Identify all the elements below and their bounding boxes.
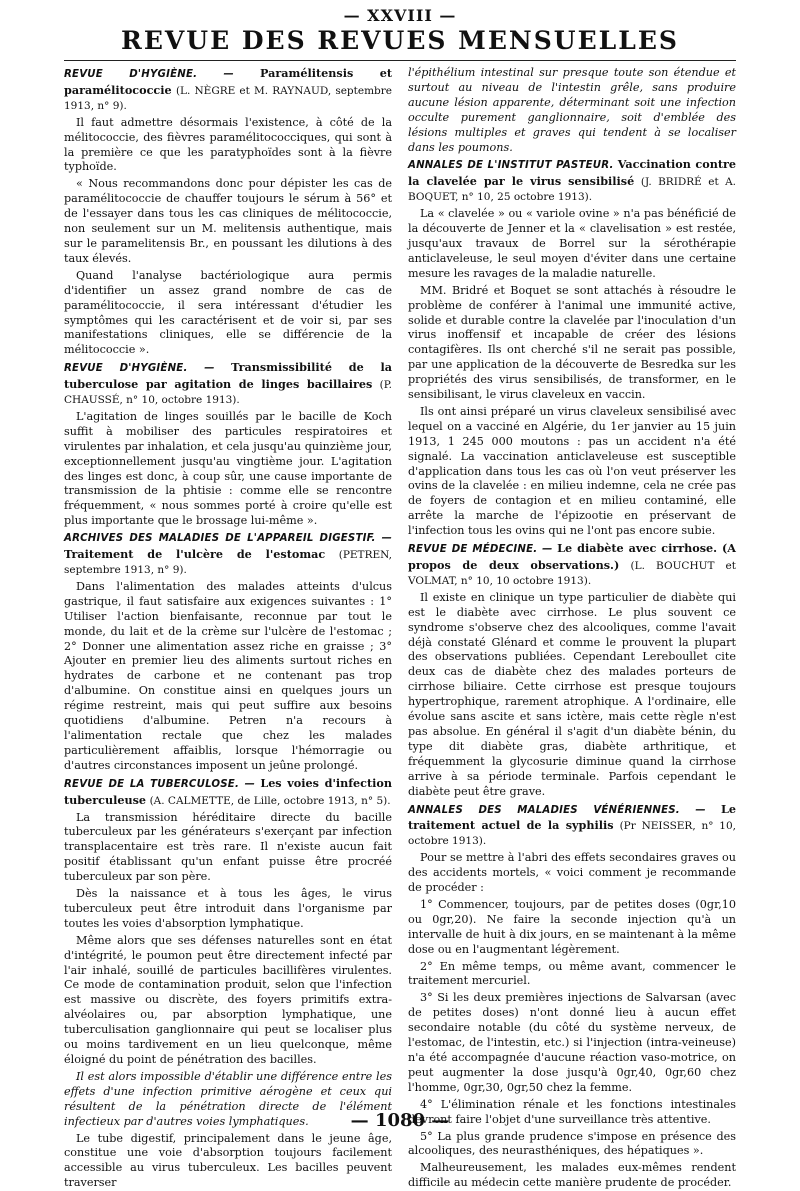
article <box>408 157 736 539</box>
article-heading: Les voies d'infection tuberculeuse <box>64 776 392 807</box>
article-paragraph: 5° La plus grande prudence s'impose en présence des alcooliques, des neurasthéniques, des hépatiques ». <box>408 1130 736 1160</box>
title-rule <box>64 60 736 61</box>
article-heading: Transmissibilité de la tuberculose par agitation de linges bacillaires <box>64 360 392 391</box>
article-paragraph: 1° Commencer, toujours, par de petites doses (0gr,10 ou 0gr,20). Ne faire la seconde injection qu'à un intervalle de huit à dix jours, en se maintenant à la même dose ou en l'augmentant légèrement. <box>408 898 736 958</box>
article-rubric: REVUE DE MÉDECINE. — <box>408 544 553 555</box>
article-paragraph: Il est alors impossible d'établir une différence entre les effets d'une infection primitive aérogène et ceux qui résultent de la pénétration directe de l'élément infectieux par d'autres voies lymphatiques. <box>64 1070 392 1130</box>
article-rubric: REVUE D'HYGIÈNE. — <box>64 363 215 374</box>
right-column <box>408 64 736 1104</box>
article-paragraph: Dès la naissance et à tous les âges, le virus tuberculeux peut être introduit dans l'organisme par toutes les voies d'absorption lymphatique. <box>64 887 392 932</box>
article-paragraph: Pour se mettre à l'abri des effets secondaires graves ou des accidents mortels, « voici comment je recommande de procéder : <box>408 851 736 896</box>
article-paragraph: « Nous recommandons donc pour dépister les cas de paramélitococcie de chauffer toujours le sérum à 56° et de l'essayer dans tous les cas cliniques de mélitococcie, non seulement sur un M. melitensis authentique, mais sur le paramelitensis Br., en poussant les dilutions à des taux élevés. <box>64 177 392 266</box>
article-source: (L. NÈGRE et M. RAYNAUD, septembre 1913, n° 9). <box>64 85 392 112</box>
article-paragraph: l'épithélium intestinal sur presque toute son étendue et surtout au niveau de l'intestin grêle, sans produire aucune lésion apparente, déterminant soit une infection occulte purement ganglionnaire, soit d'emblée des lésions multiples et graves qui tendent à se localiser dans les poumons. <box>408 66 736 155</box>
article-paragraph: 3° Si les deux premières injections de Salvarsan (avec de petites doses) n'ont donné lieu à aucun effet secondaire notable (du côté du système nerveux, de l'estomac, de l'intestin, etc.) si l'injection (intra-veineuse) n'a été accompagnée d'aucune réaction vaso-motrice, on peut augmenter la dose jusqu'à 0gr,40, 0gr,60 chez l'homme, 0gr,30, 0gr,50 chez la femme. <box>408 991 736 1095</box>
article-source: (PETREN, septembre 1913, n° 9). <box>64 549 392 576</box>
article-source: (A. CALMETTE, de Lille, octobre 1913, n° 5). <box>150 795 391 807</box>
article-rubric: REVUE D'HYGIÈNE. — <box>64 69 234 80</box>
article-source: (L. BOUCHUT et VOLMAT, n° 10, 10 octobre 1913). <box>408 560 736 587</box>
article-rubric: ANNALES DES MALADIES VÉNÉRIENNES. — <box>408 805 706 816</box>
article-heading: Traitement de l'ulcère de l'estomac <box>64 547 325 561</box>
article-paragraph: Dans l'alimentation des malades atteints d'ulcus gastrique, il faut satisfaire aux exigences suivantes : 1° Utiliser l'action bienfaisante, reconnue par tout le monde, du lait et de la crème sur l'ulcère de l'estomac ; 2° Donner une alimentation assez riche en graisse ; 3° Ajouter en premier lieu des aliments surtout riches en hydrates de carbone et ne contenant pas trop d'albumine. On constitue ainsi en quelques jours un régime restreint, mais qui peut suffire aux besoins quotidiens d'albumine. Petren n'a recours à l'alimentation rectale que chez les malades particulièrement affaiblis, lorsque l'hémorragie ou d'autres circonstances imposent un jeûne prolongé. <box>64 580 392 774</box>
article-source: (P. CHAUSSÉ, n° 10, octobre 1913). <box>64 379 392 406</box>
article <box>408 541 736 799</box>
article-paragraph: Ils ont ainsi préparé un virus claveleux sensibilisé avec lequel on a vacciné en Algérie, du 1er janvier au 15 juin 1913, 1 245 000 moutons : pas un accident n'a été signalé. La vaccination anticlaveleuse est susceptible d'application dans tous les cas où l'on veut préserver les ovins de la clavelée : en milieu indemne, cela ne crée pas de foyers de contagion et en milieu contaminé, elle arrête la marche de l'épizootie en préservant de l'infection tous les ovins qui ne l'ont pas encore subie. <box>408 405 736 539</box>
article-source: (Pr NEISSER, n° 10, octobre 1913). <box>408 820 736 847</box>
article-paragraph: Le tube digestif, principalement dans le jeune âge, constitue une voie d'absorption toujours facilement accessible au virus tuberculeux. Les bacilles peuvent traverser <box>64 1132 392 1191</box>
article-source: (J. BRIDRÉ et A. BOQUET, n° 10, 25 octobre 1913). <box>408 176 736 203</box>
article <box>64 360 392 529</box>
article <box>408 802 736 1191</box>
article <box>64 531 392 774</box>
article-continuation <box>408 66 736 155</box>
article-paragraph: La transmission héréditaire directe du bacille tuberculeux par les générateurs s'exerçant par infection transplacentaire est très rare. Il n'existe aucun fait positif établissant qu'un enfant puisse être procréé tuberculeux par son père. <box>64 811 392 886</box>
article-paragraph: 2° En même temps, ou même avant, commencer le traitement mercuriel. <box>408 960 736 990</box>
page-title: REVUE DES REVUES MENSUELLES <box>0 26 800 55</box>
article-rubric: REVUE DE LA TUBERCULOSE. — <box>64 779 255 790</box>
article-heading: Le diabète avec cirrhose. (A propos de deux observations.) <box>408 541 736 572</box>
article <box>64 66 392 358</box>
article-paragraph: MM. Bridré et Boquet se sont attachés à résoudre le problème de conférer à l'animal une immunité active, solide et durable contre la clavelée par l'inoculation d'un virus inoffensif et incapable de créer des lésions contagifères. Ils ont cherché s'il ne serait pas possible, par une application de la découverte de Besredka sur les propriétés des virus sensibilisés, de transformer, en le sensibilisant, le virus claveleux en vaccin. <box>408 284 736 403</box>
article-paragraph: Malheureusement, les malades eux-mêmes rendent difficile au médecin cette manière prudente de procéder. <box>408 1161 736 1191</box>
article-rubric: ANNALES DE L'INSTITUT PASTEUR. <box>408 160 614 171</box>
article-paragraph: 4° L'élimination rénale et les fonctions intestinales devront faire l'objet d'une surveillance très attentive. <box>408 1098 736 1128</box>
article-rubric: ARCHIVES DES MALADIES DE L'APPAREIL DIGESTIF. — <box>64 533 392 544</box>
article-heading: Le traitement actuel de la syphilis <box>408 802 736 833</box>
article-paragraph: Même alors que ses défenses naturelles sont en état d'intégrité, le poumon peut être directement infecté par l'air inhalé, souillé de particules bacillifères virulentes. Ce mode de contamination produit, selon que l'infection est massive ou discrète, des foyers primitifs extra-alvéolaires ou, par absorption lymphatique, une tuberculisation ganglionnaire qui peut se localiser plus ou moins tardivement en un lieu quelconque, même éloigné du point de pénétration des bacilles. <box>64 934 392 1068</box>
article-paragraph: La « clavelée » ou « variole ovine » n'a pas bénéficié de la découverte de Jenner et la « clavelisation » est restée, jusqu'aux travaux de Borrel sur la sérothérapie anticlaveleuse, le seul moyen d'éviter dans une certaine mesure les ravages de la maladie naturelle. <box>408 207 736 282</box>
article-heading: Vaccination contre la clavelée par le virus sensibilisé <box>408 157 736 188</box>
page-number: — 1080 — <box>0 1110 800 1131</box>
roman-page-number: — XXVIII — <box>0 6 800 25</box>
article-paragraph: L'agitation de linges souillés par le bacille de Koch suffit à mobiliser des particules respiratoires et virulentes par inhalation, et cela jusqu'au quinzième jour, exceptionnellement jusqu'au vingtième jour. L'agitation des linges est donc, à coup sûr, une cause importante de transmission de la phtisie : comme elle se rencontre fréquemment, « nous sommes porté à croire qu'elle est plus importante que le brossage lui-même ». <box>64 410 392 529</box>
article-paragraph: Il faut admettre désormais l'existence, à côté de la mélitococcie, des fièvres paramélitococciques, qui sont à la première ce que les paratyphoïdes sont à la fièvre typhoïde. <box>64 116 392 176</box>
article-paragraph: Il existe en clinique un type particulier de diabète qui est le diabète avec cirrhose. Le plus souvent ce syndrome s'observe chez des alcooliques, comme l'avait déjà constaté Glénard et comme le prouvent la plupart des observations publiées. Cependant Lereboullet cite deux cas de diabète chez des malades porteurs de cirrhose biliaire. Cette cirrhose est presque toujours hypertrophique, rarement atrophique. A l'ordinaire, elle évolue sans ascite et sans ictère, mais cette règle n'est pas absolue. En général il s'agit d'un diabète bénin, du type dit diabète gras, diabète arthritique, et fréquemment la glycosurie diminue quand la cirrhose arrive à sa période terminale. Parfois cependant le diabète peut être grave. <box>408 591 736 800</box>
article-heading: Paramélitensis et paramélitococcie <box>64 66 392 97</box>
article-paragraph: Quand l'analyse bactériologique aura permis d'identifier un assez grand nombre de cas de paramélitococcie, il sera intéressant d'étudier les symptômes qui les caractérisent et de voir si, par ses manifestations cliniques, elle se différencie de la mélitococcie ». <box>64 269 392 358</box>
left-column <box>64 64 392 1104</box>
